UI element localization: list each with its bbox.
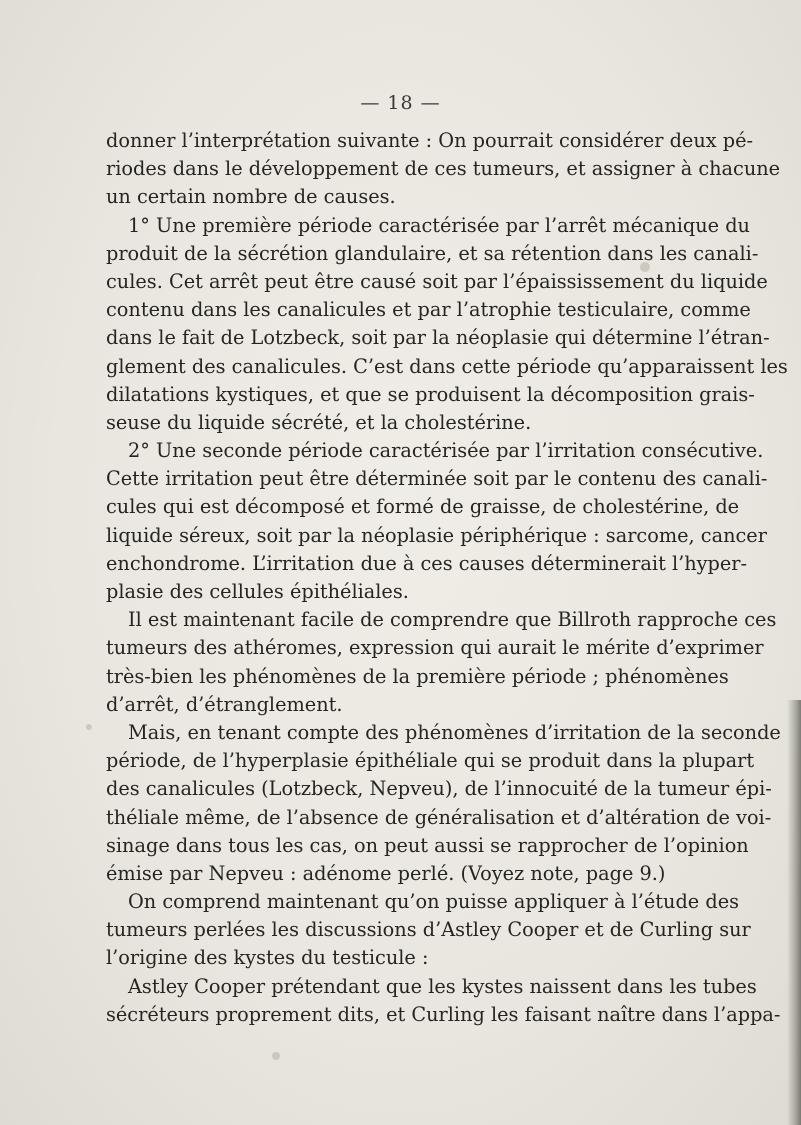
text-line: sinage dans tous les cas, on peut aussi se rapprocher de l’opinion (106, 833, 749, 857)
text-line: 1° Une première période caractérisée par l’arrêt mécanique du (128, 213, 750, 237)
text-line: enchondrome. L’irritation due à ces causes déterminerait l’hyper- (106, 551, 748, 575)
text-line: émise par Nepveu : adénome perlé. (Voyez note, page 9.) (106, 861, 666, 885)
text-line: tumeurs des athéromes, expression qui aurait le mérite d’exprimer (106, 636, 764, 660)
text-line: produit de la sécrétion glandulaire, et sa rétention dans les canali- (106, 241, 759, 265)
text-line: contenu dans les canalicules et par l’atrophie testiculaire, comme (106, 298, 751, 322)
text-line: Il est maintenant facile de comprendre que Billroth rapproche ces (128, 608, 777, 632)
text-line: cules. Cet arrêt peut être causé soit par l’épaississement du liquide (106, 269, 768, 293)
text-line: d’arrêt, d’étranglement. (106, 692, 343, 716)
text-line: On comprend maintenant qu’on puisse appliquer à l’étude des (128, 890, 739, 914)
text-line: dilatations kystiques, et que se produisent la décomposition grais- (106, 382, 755, 406)
body-text (106, 127, 788, 1029)
text-line: seuse du liquide sécrété, et la cholestérine. (106, 410, 532, 434)
text-line: l’origine des kystes du testicule : (106, 946, 429, 970)
text-line: dans le fait de Lotzbeck, soit par la néoplasie qui détermine l’étran- (106, 326, 770, 350)
page-number: — 18 — (360, 92, 441, 114)
text-line: tumeurs perlées les discussions d’Astley Cooper et de Curling sur (106, 918, 751, 942)
text-line: 2° Une seconde période caractérisée par l’irritation consécutive. (128, 439, 764, 463)
text-line: très-bien les phénomènes de la première période ; phénomènes (106, 664, 729, 688)
text-line: donner l’interprétation suivante : On pourrait considérer deux pé- (106, 129, 754, 152)
text-line: liquide séreux, soit par la néoplasie périphérique : sarcome, cancer (106, 523, 767, 547)
paper-stain (272, 1052, 280, 1060)
text-line: théliale même, de l’absence de généralisation et d’altération de voi- (106, 805, 772, 829)
text-line: Astley Cooper prétendant que les kystes naissent dans les tubes (128, 974, 757, 998)
text-line: un certain nombre de causes. (106, 185, 396, 209)
text-line: plasie des cellules épithéliales. (106, 580, 409, 603)
text-line: glement des canalicules. C’est dans cette période qu’apparaissent les (106, 354, 788, 378)
text-line: Mais, en tenant compte des phénomènes d’irritation de la seconde (128, 720, 781, 744)
text-line: Cette irritation peut être déterminée soit par le contenu des canali- (106, 467, 768, 491)
text-line: des canalicules (Lotzbeck, Nepveu), de l’innocuité de la tumeur épi- (106, 777, 772, 801)
text-line: période, de l’hyperplasie épithéliale qui se produit dans la plupart (106, 749, 755, 773)
text-line: sécréteurs proprement dits, et Curling les faisant naître dans l’appa- (106, 1002, 781, 1026)
text-line: cules qui est décomposé et formé de graisse, de cholestérine, de (106, 495, 740, 519)
text-line: riodes dans le développement de ces tumeurs, et assigner à chacune (106, 157, 781, 181)
paper-stain (86, 724, 92, 730)
page-edge-shadow (787, 700, 801, 1125)
